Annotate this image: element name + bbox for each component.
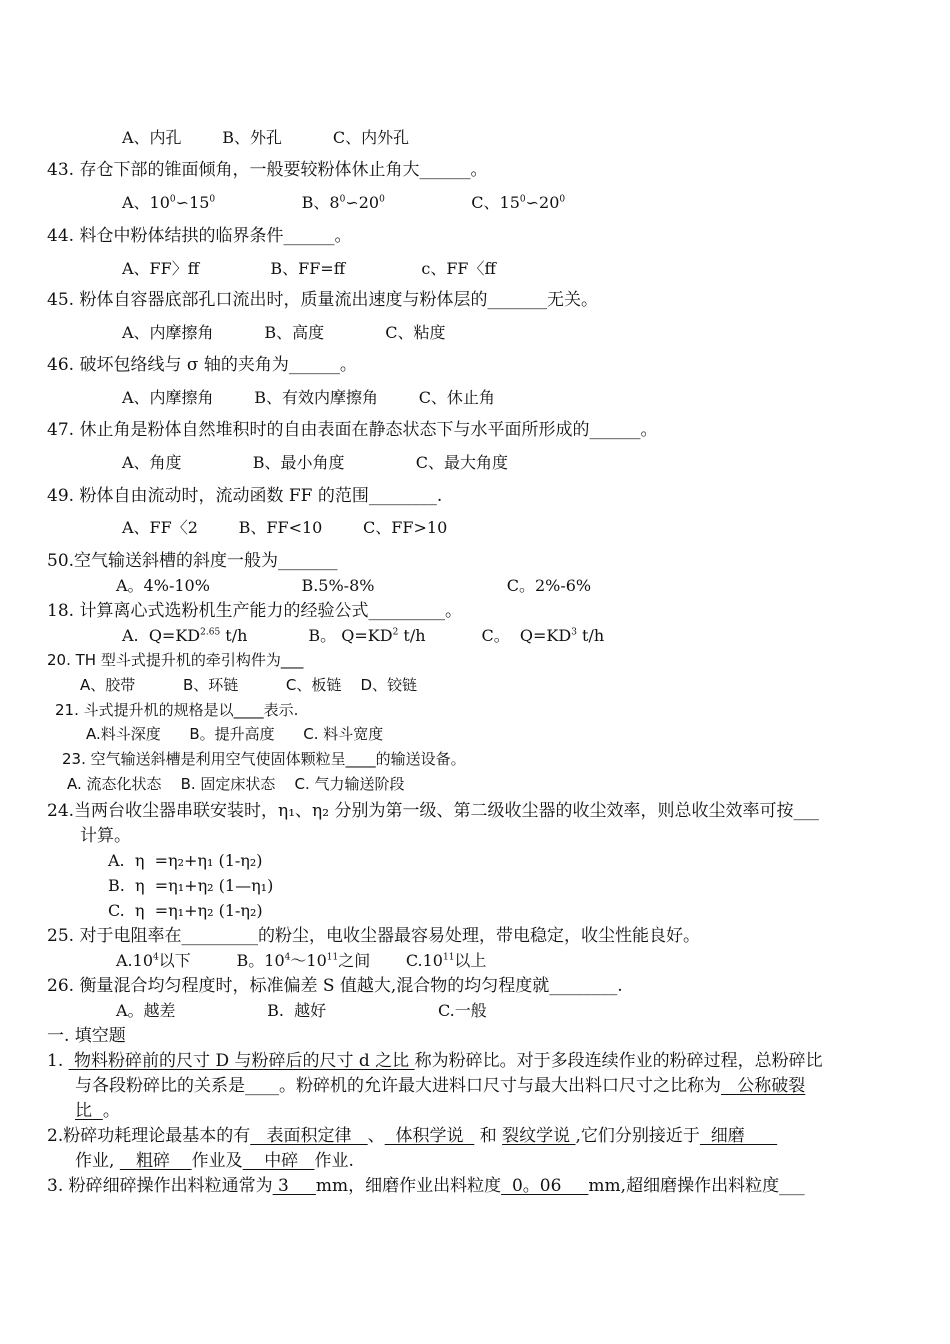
section-heading: 一. 填空题: [47, 1026, 126, 1046]
fill2-line1: 2.粉碎功耗理论最基本的有 表面积定律 、 体积学说 和 裂纹学说 ,它们分别接近于 细磨: [47, 1126, 778, 1146]
q43-options: A、$10^0∽15^0$ B、$8^0∽20^0$ C、$15^0∽20^0$: [122, 193, 566, 212]
q23-options: A. 流态化状态 B. 固定床状态 C. 气力输送阶段: [67, 775, 405, 793]
q24-option-c: C. η =η₁+η₂ (1-η₂): [108, 901, 263, 920]
q26-text: 26. 衡量混合均匀程度时，标准偏差 S 值越大,混合物的均匀程度就________.: [47, 976, 623, 996]
q21-text: 21. 斗式提升机的规格是以____表示.: [55, 701, 299, 719]
q47-text: 47. 休止角是粉体自然堆积时的自由表面在静态状态下与水平面所形成的______。: [47, 420, 658, 440]
q45-text: 45. 粉体自容器底部孔口流出时，质量流出速度与粉体层的_______无关。: [47, 290, 598, 310]
fill2-line2: 作业, 粗碎 作业及 中碎 作业.: [75, 1151, 354, 1171]
q50-text: 50.空气输送斜槽的斜度一般为_______: [47, 551, 338, 571]
q21-options: A.料斗深度 B。提升高度 C. 料斗宽度: [86, 725, 384, 743]
q20-text: 20. TH 型斗式提升机的牵引构件为___: [47, 651, 304, 669]
q25-text: 25. 对于电阻率在_________的粉尘，电收尘器最容易处理，带电稳定，收尘性能良好。: [47, 926, 700, 946]
fill1-line3: 比 。: [75, 1101, 120, 1121]
q50-options: A。4%-10% B.5%-8% C。2%-6%: [116, 576, 592, 595]
q18-options: A. $Q=KD^{2.65}$ t/h B。 $Q=KD^2$ t/h C。 $Q=KD^3$ t/h: [122, 626, 605, 645]
q46-text: 46. 破坏包络线与 σ 轴的夹角为______。: [47, 355, 357, 375]
q25-options: $A.10^4$以下 B。$10^4\sim 10^{11}$之间 $C.10^{11}$以上: [116, 951, 487, 970]
q26-options: A。越差 B. 越好 C.一般: [116, 1001, 487, 1020]
q49-text: 49. 粉体自由流动时，流动函数 FF 的范围________.: [47, 486, 443, 506]
q45-options: A、内摩擦角 B、高度 C、粘度: [122, 323, 446, 342]
q49-options: A、FF〈2 B、FF<10 C、FF>10: [122, 518, 448, 537]
q24-text: 24.当两台收尘器串联安装时，η₁、η₂ 分别为第一级、第二级收尘器的收尘效率，则总收尘效率可按___: [47, 801, 819, 821]
fill1-line1: 1. 物料粉碎前的尺寸 D 与粉碎后的尺寸 d 之比 称为粉碎比。对于多段连续作业的粉碎过程，总粉碎比: [47, 1051, 823, 1071]
q46-options: A、内摩擦角 B、有效内摩擦角 C、休止角: [122, 388, 495, 407]
q47-options: A、角度 B、最小角度 C、最大角度: [122, 453, 508, 472]
fill1-line2: 与各段粉碎比的关系是____。粉碎机的允许最大进料口尺寸与最大出料口尺寸之比称为 公称破裂: [75, 1076, 806, 1096]
q20-options: A、胶带 B、环链 C、板链 D、铰链: [80, 676, 418, 694]
q24-option-a: A. η =η₂+η₁ (1-η₂): [108, 851, 263, 870]
q23-text: 23. 空气输送斜槽是利用空气使固体颗粒呈____的输送设备。: [62, 750, 466, 768]
q44-text: 44. 料仓中粉体结拱的临界条件______。: [47, 226, 352, 246]
fill3-line1: 3. 粉碎细碎操作出料粒通常为 3 mm，细磨作业出料粒度 0。06 mm,超细磨操作出料粒度___: [47, 1176, 805, 1196]
q42-options: A、内孔 B、外孔 C、内外孔: [122, 128, 410, 147]
q44-options: A、FF〉ff B、FF=ff c、FF〈ff: [122, 259, 496, 278]
q24-option-b: B. η =η₁+η₂ (1—η₁): [108, 876, 274, 895]
q43-text: 43. 存仓下部的锥面倾角，一般要较粉体休止角大______。: [47, 160, 488, 180]
q18-text: 18. 计算离心式选粉机生产能力的经验公式_________。: [47, 601, 462, 621]
q24-text-cont: 计算。: [80, 826, 131, 846]
